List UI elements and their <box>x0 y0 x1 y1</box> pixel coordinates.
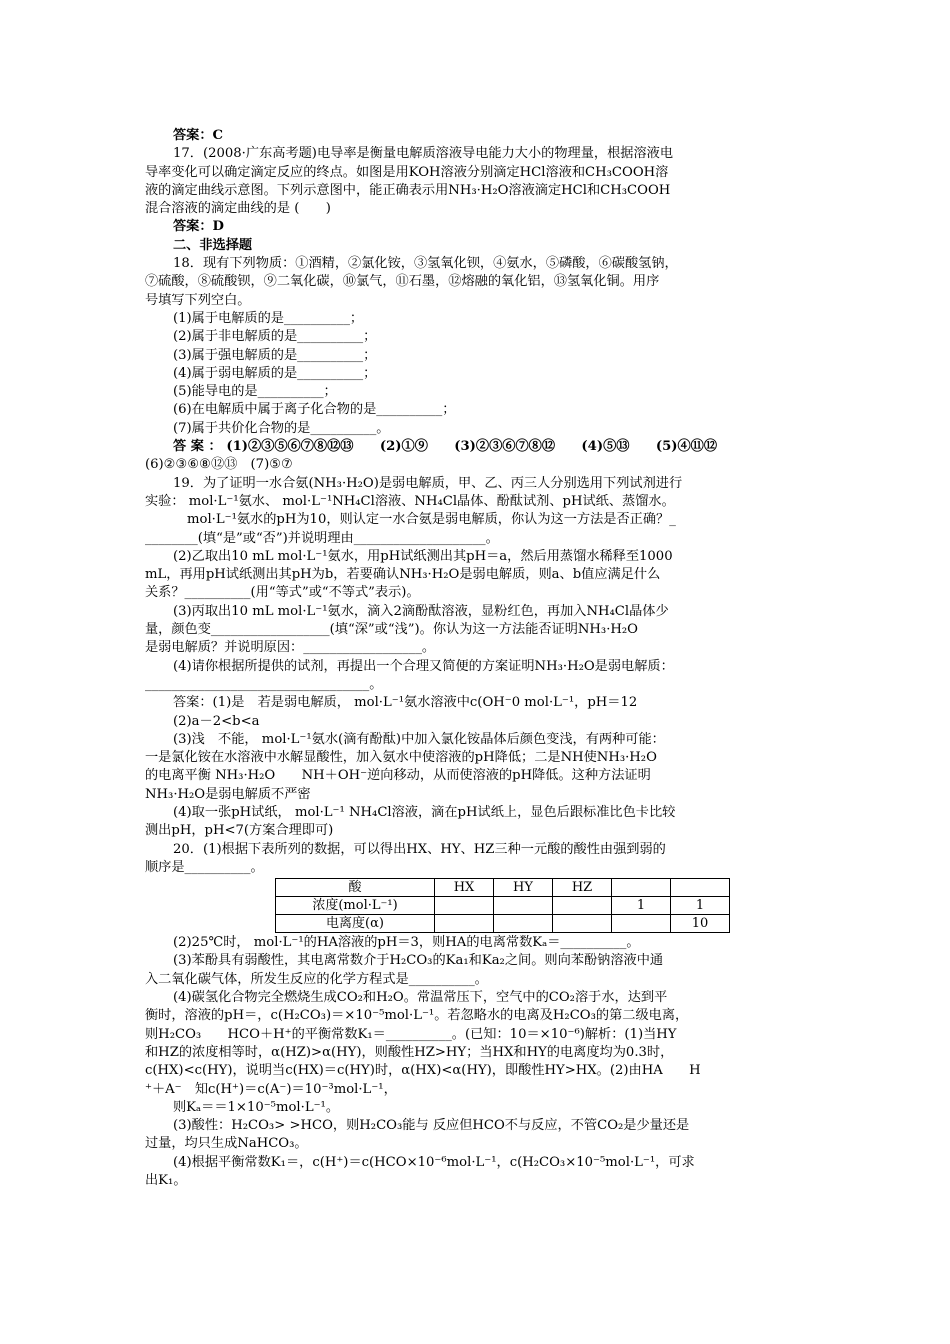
table-cell: 1 <box>671 897 730 915</box>
text-line: 号填写下列空白。 <box>145 292 251 308</box>
text-line: (2)属于非电解质的是__________； <box>173 329 377 345</box>
table-cell <box>553 915 612 933</box>
text-line: (4)根据平衡常数K₁＝，c(H⁺)＝c(HCO×10⁻⁶mol·L⁻¹，c(H₂CO₃×10⁻⁵mol·L⁻¹，可求 <box>173 1154 695 1170</box>
table-cell <box>671 879 730 897</box>
text-line: (5)能导电的是__________； <box>173 384 337 400</box>
text-line: c(HX)<c(HY)，说明当c(HX)＝c(HY)时，α(HX)<α(HY)，即酸性HY>HX。(2)由HA H <box>145 1063 701 1079</box>
text-line: 过量，均只生成NaHCO₃。 <box>145 1136 308 1152</box>
text-line: 导率变化可以确定滴定反应的终点。如图是用KOH溶液分别滴定HCl溶液和CH₃COOH溶 <box>145 164 669 180</box>
text-line: 一是氯化铵在水溶液中水解显酸性，加入氨水中使溶液的pH降低；二是NH使NH₃·H₂O <box>145 750 657 766</box>
question-19: 19．为了证明一水合氨(NH₃·H₂O)是弱电解质，甲、乙、丙三人分别选用下列试剂进行 <box>173 475 683 491</box>
text-line: 是弱电解质？并说明原因：__________________。 <box>145 640 436 656</box>
text-line: (6)在电解质中属于离子化合物的是__________； <box>173 402 456 418</box>
table-cell: 浓度(mol·L⁻¹) <box>276 897 435 915</box>
table-cell: HY <box>494 879 553 897</box>
table-cell <box>612 879 671 897</box>
question-20: 20．(1)根据下表所列的数据，可以得出HX、HY、HZ三种一元酸的酸性由强到弱的 <box>173 841 666 857</box>
table-cell <box>494 897 553 915</box>
text-line: mL，再用pH试纸测出其pH为b，若要确认NH₃·H₂O是弱电解质，则a、b值应满足什么 <box>145 567 661 583</box>
text-line: (4)取一张pH试纸， mol·L⁻¹ NH₄Cl溶液，滴在pH试纸上，显色后跟标准比色卡比较 <box>173 804 676 820</box>
text-line: ⑦硫酸，⑧硫酸钡，⑨二氧化碳，⑩氯气，⑪石墨，⑫熔融的氧化铝，⑬氢氧化铜。用序 <box>145 274 660 290</box>
text-line: 衡时，溶液的pH＝，c(H₂CO₃)＝×10⁻⁵mol·L⁻¹。若忽略水的电离及H₂CO₃的第二级电离， <box>145 1008 689 1024</box>
text-line: 液的滴定曲线示意图。下列示意图中，能正确表示用NH₃·H₂O溶液滴定HCl和CH₃COOH <box>145 182 671 198</box>
text-line: 顺序是__________。 <box>145 859 264 875</box>
text-line: 关系？__________(用“等式”或“不等式”表示)。 <box>145 585 420 601</box>
question-17: 17．(2008·广东高考题)电导率是衡量电解质溶液导电能力大小的物理量，根据溶液电 <box>173 146 674 162</box>
text-line: (2)25℃时， mol·L⁻¹的HA溶液的pH＝3，则HA的电离常数Kₐ＝__________。 <box>173 935 640 951</box>
text-line: 和HZ的浓度相等时，α(HZ)>α(HY)，则酸性HZ>HY；当HX和HY的电离度均为0.3时， <box>145 1044 674 1060</box>
text-line: (6)②③⑥⑧⑫⑬ (7)⑤⑦ <box>145 457 293 473</box>
text-line: (4)碳氢化合物完全燃烧生成CO₂和H₂O。常温常压下，空气中的CO₂溶于水，达到平 <box>173 990 668 1006</box>
table-cell: 1 <box>612 897 671 915</box>
question-18: 18．现有下列物质：①酒精，②氯化铵，③氢氧化钡，④氨水，⑤磷酸，⑥碳酸氢钠， <box>173 256 678 272</box>
text-line: (3)酸性：H₂CO₃> >HCO，则H₂CO₃能与 反应但HCO不与反应，不管CO₂是少量还是 <box>173 1118 690 1134</box>
text-line: __________________________________。 <box>145 676 383 692</box>
section-heading: 二、非选择题 <box>173 237 253 253</box>
acid-data-table <box>275 878 730 933</box>
text-line: NH₃·H₂O是弱电解质不严密 <box>145 786 311 802</box>
text-line: 实验： mol·L⁻¹氨水、 mol·L⁻¹NH₄Cl溶液、NH₄Cl晶体、酚酞试剂、pH试纸、蒸馏水。 <box>145 493 675 509</box>
text-line: 量，颜色变__________________(填“深”或“浅”)。你认为这一方法能否证明NH₃·H₂O <box>145 622 638 638</box>
text-line: (7)属于共价化合物的是__________。 <box>173 420 390 436</box>
text-line: (4)请你根据所提供的试剂，再提出一个合理又简便的方案证明NH₃·H₂O是弱电解质： <box>173 658 674 674</box>
table-cell <box>435 897 494 915</box>
text-line: (3)属于强电解质的是__________； <box>173 347 377 363</box>
table-cell: 电离度(α) <box>276 915 435 933</box>
table-cell: HZ <box>553 879 612 897</box>
text-line: (2)乙取出10 mL mol·L⁻¹氨水，用pH试纸测出其pH＝a，然后用蒸馏水稀释至1000 <box>173 548 673 564</box>
text-line: mol·L⁻¹氨水的pH为10，则认定一水合氨是弱电解质，你认为这一方法是否正确？_ <box>187 512 676 528</box>
text-line: 测出pH，pH<7(方案合理即可) <box>145 823 334 839</box>
table-header-row <box>276 879 730 897</box>
text-line: 入二氧化碳气体，所发生反应的化学方程式是__________。 <box>145 971 488 987</box>
answer-line: 答案：C <box>173 128 224 143</box>
text-line: 的电离平衡 NH₃·H₂O NH＋OH⁻逆向移动，从而使溶液的pH降低。这种方法证明 <box>145 768 651 784</box>
table-cell <box>612 915 671 933</box>
table-cell: 酸 <box>276 879 435 897</box>
answer-line: 答案：(1)是 若是弱电解质， mol·L⁻¹氨水溶液中c(OH⁻0 mol·L⁻¹，pH＝12 <box>173 695 638 711</box>
text-line: (3)苯酚具有弱酸性，其电离常数介于H₂CO₃的Ka₁和Ka₂之间。则向苯酚钠溶液中通 <box>173 953 664 969</box>
text-line: 则H₂CO₃ HCO＋H⁺的平衡常数K₁＝__________。(已知：10＝×10⁻⁶)解析：(1)当HY <box>145 1026 677 1042</box>
table-cell <box>435 915 494 933</box>
text-line: ⁺＋A⁻ 知c(H⁺)＝c(A⁻)＝10⁻³mol·L⁻¹， <box>145 1081 397 1097</box>
table-cell: 10 <box>671 915 730 933</box>
answer-line: 答案：D <box>173 219 224 235</box>
document-body <box>145 127 805 1190</box>
text-line: (2)a－2<b<a <box>173 713 260 729</box>
table-cell <box>553 897 612 915</box>
text-line: (1)属于电解质的是__________； <box>173 310 364 326</box>
text-line: 则Kₐ＝＝1×10⁻⁵mol·L⁻¹。 <box>173 1099 340 1115</box>
table-cell <box>494 915 553 933</box>
table-row <box>276 897 730 915</box>
text-line: ________(填“是”或“否”)并说明理由____________________。 <box>145 530 499 546</box>
table-row <box>276 915 730 933</box>
text-line: (3)浅 不能， mol·L⁻¹氨水(滴有酚酞)中加入氯化铵晶体后颜色变浅，有两种可能： <box>173 731 665 747</box>
answer-line: 答 案 ： (1)②③⑤⑥⑦⑧⑫⑬ (2)①⑨ (3)②③⑥⑦⑧⑫ (4)⑤⑬ (5)④⑪⑫ <box>173 439 718 455</box>
text-line: (4)属于弱电解质的是__________； <box>173 365 377 381</box>
text-line: (3)丙取出10 mL mol·L⁻¹氨水，滴入2滴酚酞溶液，显粉红色，再加入NH₄Cl晶体少 <box>173 603 669 619</box>
text-line: 出K₁。 <box>145 1173 187 1189</box>
text-line: 混合溶液的滴定曲线的是 ( ) <box>145 201 331 217</box>
table-cell: HX <box>435 879 494 897</box>
